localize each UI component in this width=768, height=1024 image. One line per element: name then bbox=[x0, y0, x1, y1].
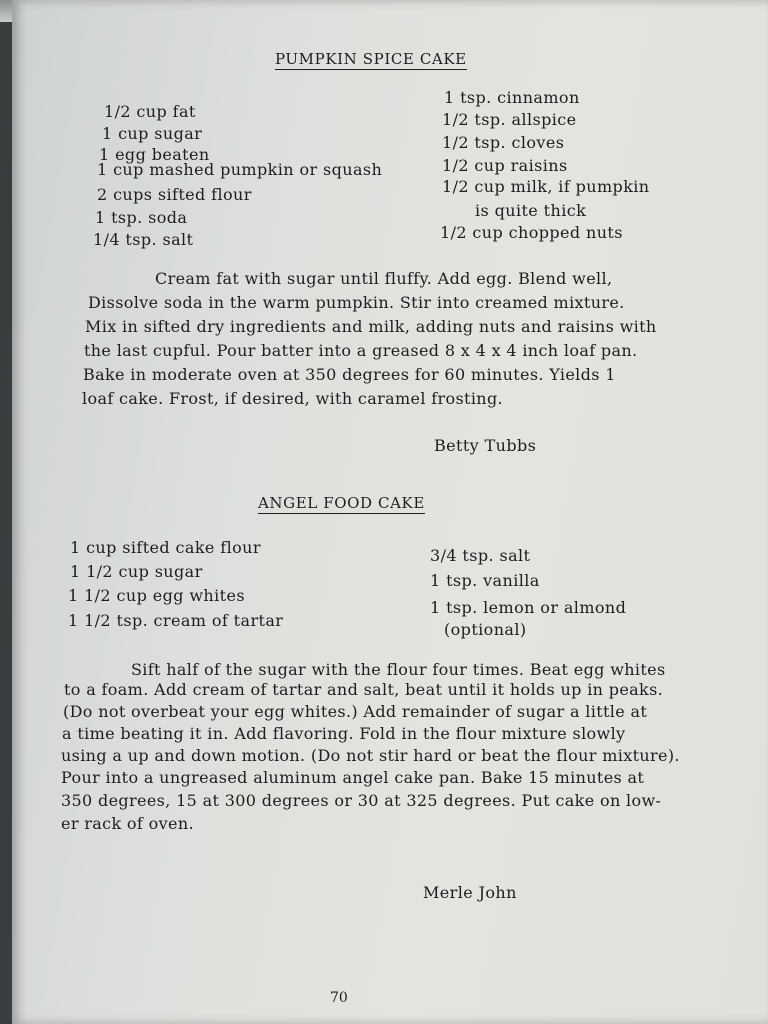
ingredient: 1 tsp. soda bbox=[95, 208, 188, 227]
direction-line: Bake in moderate oven at 350 degrees for 60 minutes. Yields 1 bbox=[83, 365, 616, 384]
ingredient: 1/2 cup fat bbox=[104, 102, 196, 121]
recipe-author: Betty Tubbs bbox=[434, 436, 537, 455]
direction-line: (Do not overbeat your egg whites.) Add remainder of sugar a little at bbox=[63, 702, 648, 721]
direction-line: Dissolve soda in the warm pumpkin. Stir into creamed mixture. bbox=[88, 293, 625, 312]
direction-line: Mix in sifted dry ingredients and milk, adding nuts and raisins with bbox=[85, 317, 657, 336]
ingredient: 1 cup sugar bbox=[102, 124, 203, 143]
direction-line: using a up and down motion. (Do not stir hard or beat the flour mixture). bbox=[61, 746, 680, 765]
direction-line: Sift half of the sugar with the flour four times. Beat egg whites bbox=[131, 660, 666, 679]
ingredient: 1/2 tsp. allspice bbox=[442, 110, 577, 129]
ingredient: 1/4 tsp. salt bbox=[93, 230, 194, 249]
ingredient: 1/2 tsp. cloves bbox=[442, 133, 565, 152]
recipe-directions-pumpkin bbox=[84, 267, 656, 411]
ingredient: is quite thick bbox=[475, 201, 587, 220]
ingredient: 1 tsp. vanilla bbox=[430, 571, 540, 590]
direction-line: Pour into a ungreased aluminum angel cake pan. Bake 15 minutes at bbox=[61, 768, 645, 787]
direction-line: 350 degrees, 15 at 300 degrees or 30 at 325 degrees. Put cake on low- bbox=[61, 791, 662, 810]
recipe-title-pumpkin-spice-cake: PUMPKIN SPICE CAKE bbox=[275, 50, 467, 68]
ingredient: 1 egg beaten bbox=[99, 145, 210, 164]
ingredient: 1 cup mashed pumpkin or squash bbox=[97, 160, 383, 179]
recipe-title-angel-food-cake: ANGEL FOOD CAKE bbox=[258, 494, 425, 512]
direction-line: a time beating it in. Add flavoring. Fold in the flour mixture slowly bbox=[62, 724, 626, 743]
direction-line: the last cupful. Pour batter into a greased 8 x 4 x 4 inch loaf pan. bbox=[84, 341, 638, 360]
direction-line: Cream fat with sugar until fluffy. Add egg. Blend well, bbox=[155, 269, 613, 288]
recipe-author: Merle John bbox=[423, 883, 517, 902]
ingredient: 1 cup sifted cake flour bbox=[70, 538, 261, 557]
ingredient: 1 tsp. cinnamon bbox=[444, 88, 580, 107]
ingredient: 1 tsp. lemon or almond bbox=[430, 598, 627, 617]
ingredient: 1/2 cup milk, if pumpkin bbox=[442, 177, 650, 196]
ingredient: 3/4 tsp. salt bbox=[430, 546, 531, 565]
cookbook-page bbox=[12, 0, 768, 1024]
ingredient: 1 1/2 cup sugar bbox=[70, 562, 203, 581]
ingredient: (optional) bbox=[444, 620, 527, 639]
ingredient: 2 cups sifted flour bbox=[97, 185, 252, 204]
ingredient: 1/2 cup chopped nuts bbox=[440, 223, 623, 242]
direction-line: loaf cake. Frost, if desired, with caramel frosting. bbox=[82, 389, 503, 408]
direction-line: to a foam. Add cream of tartar and salt, beat until it holds up in peaks. bbox=[64, 680, 664, 699]
ingredient: 1/2 cup raisins bbox=[442, 156, 568, 175]
ingredient: 1 1/2 tsp. cream of tartar bbox=[68, 611, 284, 630]
recipe-directions-angel-food bbox=[62, 658, 681, 850]
ingredient: 1 1/2 cup egg whites bbox=[68, 586, 245, 605]
page-number: 70 bbox=[330, 990, 348, 1006]
direction-line: er rack of oven. bbox=[61, 814, 194, 833]
